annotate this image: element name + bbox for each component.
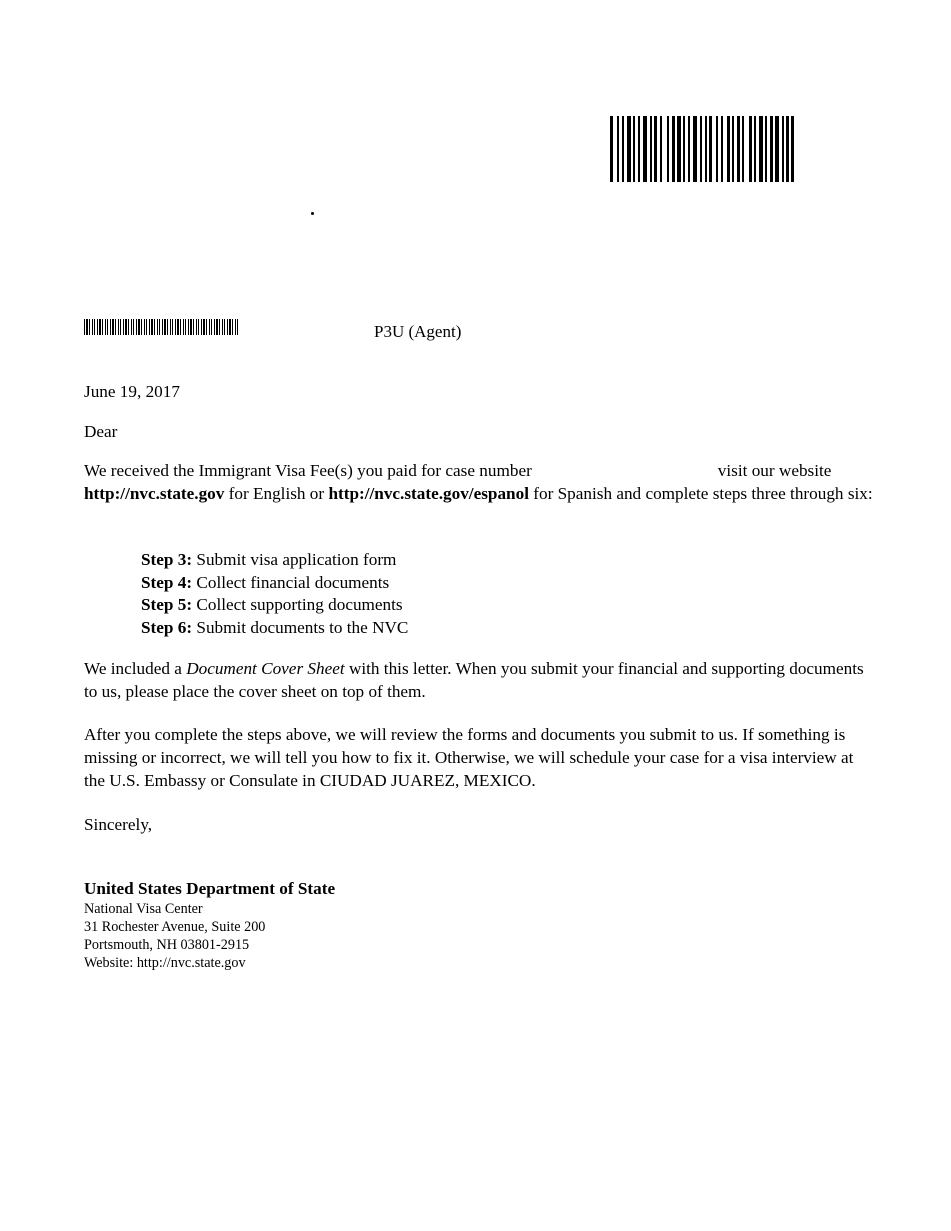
step-text: Collect supporting documents — [196, 595, 403, 614]
barcode-bar — [643, 116, 647, 182]
barcode-bar — [146, 319, 147, 335]
step-label: Step 6: — [141, 617, 193, 637]
para2-text-b: with this letter. When you submit your financial and supporting documents to us, please place the cover sheet on top of them. — [84, 659, 864, 701]
barcode-bar — [141, 319, 142, 335]
barcode-bar — [110, 319, 111, 335]
document-cover-sheet-title: Document Cover Sheet — [186, 659, 345, 678]
barcode-bar — [229, 319, 231, 335]
para2-text-a: We included a — [84, 659, 182, 678]
barcode-bar — [627, 116, 631, 182]
barcode-bar — [198, 319, 199, 335]
barcode-bar — [700, 116, 702, 182]
barcode-bar — [107, 319, 108, 335]
barcode-bar — [99, 319, 101, 335]
barcode-bar — [151, 319, 153, 335]
barcode-bar — [688, 116, 690, 182]
barcode-bar — [683, 116, 685, 182]
barcode-bar — [164, 319, 166, 335]
barcode-bar — [650, 116, 652, 182]
barcode-bar — [765, 116, 767, 182]
step-label: Step 5: — [141, 595, 193, 614]
scan-speck — [311, 212, 314, 215]
paragraph-cover-sheet — [84, 657, 874, 703]
barcode-bar — [732, 116, 734, 182]
barcode-bar — [721, 116, 723, 182]
barcode-bar — [144, 319, 145, 335]
step-item — [141, 594, 408, 617]
closing: Sincerely, — [84, 815, 153, 834]
barcode-bar — [188, 319, 189, 335]
barcode-bar — [193, 319, 194, 335]
barcode-bar — [654, 116, 657, 182]
step-label: Step 3: — [141, 550, 193, 569]
barcode-bar — [660, 116, 662, 182]
barcode-bar — [693, 116, 697, 182]
barcode-bar — [170, 319, 171, 335]
barcode-bar — [770, 116, 773, 182]
signature-address — [84, 900, 265, 972]
barcode-bar — [190, 319, 192, 335]
barcode-bar — [157, 319, 158, 335]
barcode-bar — [633, 116, 635, 182]
barcode-bar — [136, 319, 137, 335]
step-item — [141, 549, 408, 572]
barcode-small — [84, 319, 302, 335]
url-spanish: http://nvc.state.gov/espanol — [328, 484, 529, 503]
barcode-bar — [89, 319, 90, 335]
barcode-bar — [131, 319, 132, 335]
barcode-bar — [791, 116, 794, 182]
barcode-bar — [622, 116, 624, 182]
step-label: Step 4: — [141, 572, 193, 592]
step-item — [141, 572, 408, 595]
barcode-bar — [180, 319, 181, 335]
barcode-bar — [716, 116, 718, 182]
barcode-bar — [196, 319, 197, 335]
barcode-bar — [149, 319, 150, 335]
salutation: Dear — [84, 422, 118, 441]
barcode-bar — [125, 319, 127, 335]
barcode-bar — [759, 116, 763, 182]
barcode-bar — [216, 319, 218, 335]
para1-text-c: for English or — [228, 484, 325, 503]
barcode-bar — [727, 116, 730, 182]
paragraph-fee-received — [84, 459, 874, 505]
barcode-bar — [167, 319, 168, 335]
barcode-bar — [235, 319, 236, 335]
agent-label: P3U (Agent) — [374, 322, 462, 341]
barcode-bar — [86, 319, 88, 335]
barcode-bar — [224, 319, 225, 335]
barcode-bar — [211, 319, 212, 335]
address-line: 31 Rochester Avenue, Suite 200 — [84, 919, 266, 935]
barcode-bar — [227, 319, 228, 335]
barcode-bar — [112, 319, 114, 335]
barcode-bar — [128, 319, 129, 335]
barcode-bar — [737, 116, 740, 182]
barcode-bar — [172, 319, 173, 335]
paragraph-next-steps: After you complete the steps above, we will review the forms and documents you submit to us. If something is missing or incorrect, we will tell you how to fix it. Otherwise, we will schedule your case for a visa interview at the U.S. Embassy or Consulate in CIUDAD JUAREZ, MEXICO. — [84, 725, 854, 790]
barcode-bar — [120, 319, 121, 335]
barcode-bar — [705, 116, 707, 182]
steps-list — [141, 549, 408, 639]
barcode-bar — [672, 116, 675, 182]
step-item — [141, 617, 408, 640]
para1-text-b: visit our website — [717, 461, 832, 480]
barcode-bar — [209, 319, 210, 335]
signature-organization: United States Department of State — [84, 879, 336, 898]
address-line: National Visa Center — [84, 901, 203, 917]
step-text: Submit documents to the NVC — [196, 617, 409, 637]
barcode-bar — [133, 319, 134, 335]
step-text: Collect financial documents — [196, 572, 390, 592]
para1-text-d: for Spanish and complete steps three through six: — [533, 484, 873, 503]
barcode-bar — [219, 319, 220, 335]
url-english: http://nvc.state.gov — [84, 484, 225, 503]
barcode-bar — [177, 319, 179, 335]
barcode-bar — [709, 116, 712, 182]
barcode-bar — [183, 319, 184, 335]
barcode-bar — [638, 116, 640, 182]
barcode-bar — [84, 319, 85, 335]
barcode-bar — [677, 116, 681, 182]
barcode-bar — [175, 319, 176, 335]
barcode-bar — [102, 319, 103, 335]
barcode-bar — [749, 116, 752, 182]
barcode-bar — [214, 319, 215, 335]
barcode-bar — [237, 319, 238, 335]
barcode-bar — [206, 319, 207, 335]
barcode-bar — [105, 319, 106, 335]
barcode-bar — [786, 116, 789, 182]
barcode-bar — [185, 319, 186, 335]
barcode-bar — [97, 319, 98, 335]
barcode-bar — [203, 319, 205, 335]
barcode-bar — [162, 319, 163, 335]
barcode-bar — [775, 116, 779, 182]
barcode-bar — [159, 319, 160, 335]
step-text: Submit visa application form — [196, 550, 397, 569]
address-line: Portsmouth, NH 03801-2915 — [84, 937, 250, 953]
barcode-bar — [617, 116, 619, 182]
barcode-bar — [232, 319, 233, 335]
letter-date: June 19, 2017 — [84, 382, 180, 401]
barcode-bar — [222, 319, 223, 335]
barcode-bar — [115, 319, 116, 335]
barcode-bar — [154, 319, 155, 335]
barcode-bar — [610, 116, 613, 182]
barcode-large — [610, 116, 822, 182]
barcode-bar — [94, 319, 95, 335]
barcode-bar — [138, 319, 140, 335]
barcode-bar — [782, 116, 784, 182]
barcode-bar — [118, 319, 119, 335]
address-line: Website: http://nvc.state.gov — [84, 955, 246, 971]
barcode-bar — [92, 319, 93, 335]
barcode-bar — [742, 116, 744, 182]
barcode-bar — [201, 319, 202, 335]
barcode-bar — [667, 116, 669, 182]
para1-text-a: We received the Immigrant Visa Fee(s) you paid for case number — [84, 461, 532, 480]
barcode-bar — [754, 116, 756, 182]
barcode-bar — [123, 319, 124, 335]
